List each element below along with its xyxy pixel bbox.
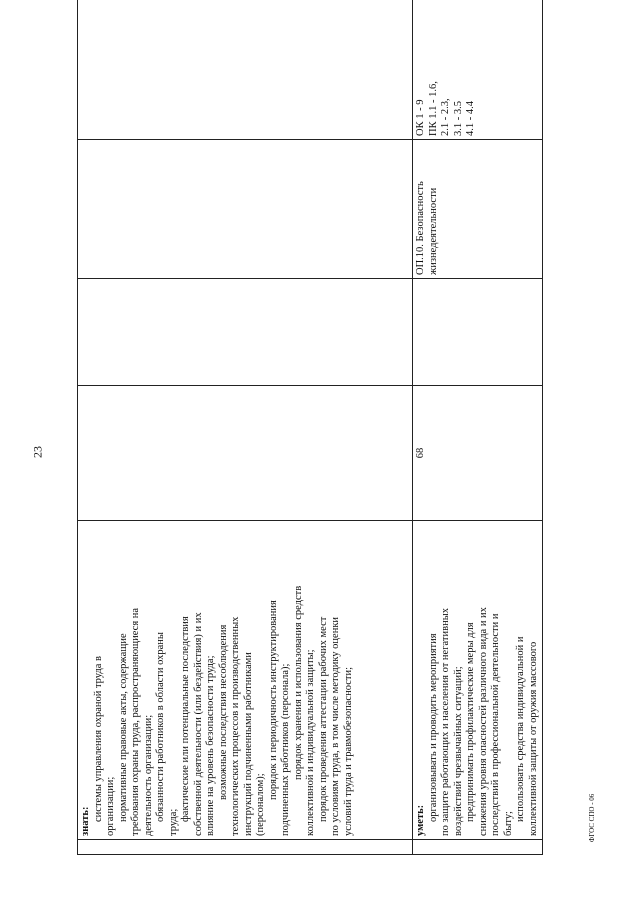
cell-blank — [413, 279, 543, 386]
know-line-1: системы управления охраной труда в — [92, 656, 104, 822]
know-line-21: условий труда и травмобезопасности; — [342, 667, 354, 836]
cell-empty-left — [413, 840, 543, 855]
page-number: 23 — [30, 446, 45, 458]
know-line-15: порядок и периодичность инструктирования — [267, 600, 279, 800]
know-line-7: труда; — [167, 808, 179, 836]
know-line-4: требования охраны труда, распространяющиеся на — [130, 607, 141, 836]
know-line-10: влияние на уровень безопасности труда; — [205, 655, 216, 836]
cell-discipline-empty — [78, 140, 413, 279]
table-grid — [77, 0, 543, 855]
know-line-19: порядок проведения аттестации рабочих мест — [317, 616, 329, 822]
know-line-11: возможные последствия несоблюдения — [217, 624, 229, 800]
know-label: знать: — [80, 806, 91, 836]
know-line-8: фактические или потенциальные последствия — [180, 616, 191, 822]
cell-blank-empty — [78, 279, 413, 386]
know-line-20: по условиям труда, в том числе методику оценки — [330, 616, 341, 836]
know-line-3: нормативные правовые акты, содержащие — [117, 633, 129, 822]
know-line-9: собственной деятельности (или бездействия) и их — [192, 612, 204, 836]
know-line-16: подчиненных работников (персонала); — [280, 663, 291, 836]
able-line-5: снижения уровня опасностей различного вида и их — [477, 607, 489, 836]
cell-able — [413, 521, 543, 840]
know-line-5: деятельность организации; — [142, 714, 154, 836]
able-label: уметь: — [415, 804, 426, 836]
able-line-4: предпринимать профилактические меры для — [465, 622, 476, 822]
cell-empty-left — [78, 840, 413, 855]
hours-value: 68 — [415, 447, 426, 459]
discipline-name: ОП.10. Безопасность жизнедеятельности — [415, 181, 439, 275]
able-line-9: коллективной защиты от оружия массового — [527, 641, 539, 836]
able-line-3: воздействий чрезвычайных ситуаций; — [452, 666, 464, 836]
cell-competency-empty — [78, 0, 413, 140]
standards-table — [77, 35, 539, 855]
know-line-18: коллективной и индивидуальной защиты; — [305, 649, 316, 836]
able-line-1: организовывать и проводить мероприятия — [427, 633, 439, 822]
competency-5: 4.1 - 4.4 — [465, 101, 476, 136]
competency-2: ПК 1.1 - 1.6, — [427, 81, 439, 136]
cell-hours — [413, 386, 543, 521]
know-line-6: обязанности работников в области охраны — [155, 632, 166, 822]
know-line-12: технологических процессов и производственных — [230, 616, 241, 836]
competency-4: 3.1 - 3.5 — [452, 101, 464, 136]
cell-hours-empty — [78, 386, 413, 521]
cell-know — [78, 521, 413, 840]
know-line-14: (персоналом); — [255, 773, 266, 836]
know-line-17: порядок хранения и использования средств — [292, 585, 304, 780]
able-line-7: быту; — [502, 811, 514, 836]
able-line-6: последствий в профессиональной деятельности и — [490, 613, 501, 836]
cell-discipline — [413, 140, 543, 279]
competency-3: 2.1 - 2.3, — [440, 98, 451, 136]
know-line-2: организации; — [105, 776, 116, 836]
able-line-8: использовать средства индивидуальной и — [515, 636, 526, 822]
table-row — [413, 0, 543, 855]
know-line-13: инструкций подчиненными работниками — [242, 652, 254, 836]
table-row — [78, 0, 413, 855]
cell-competencies — [413, 0, 543, 140]
footer-standard-code: ФГОС СПО - 06 — [588, 793, 596, 843]
able-line-2: по защите работающих и населения от негативных — [440, 607, 451, 836]
competency-1: ОК 1 - 9 — [415, 99, 426, 136]
